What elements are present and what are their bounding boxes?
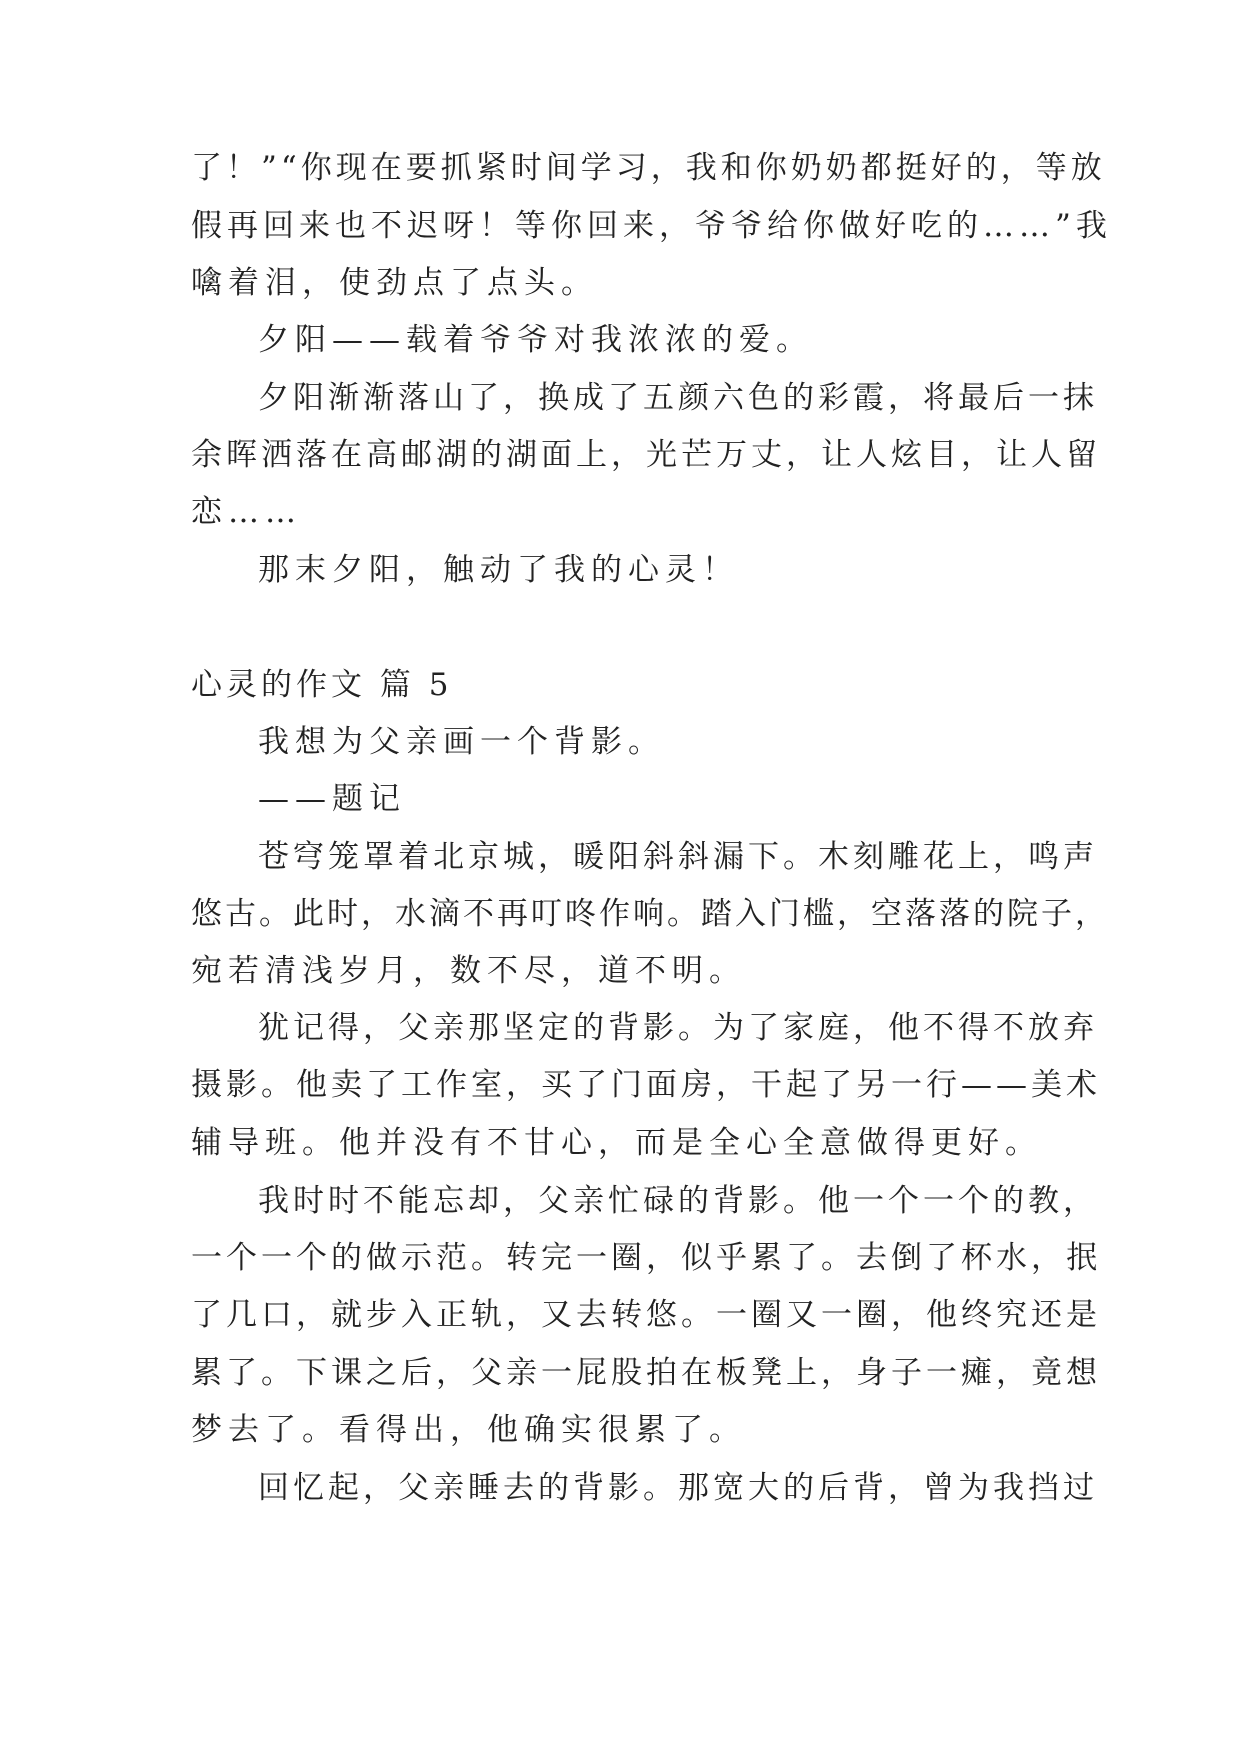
paragraph-start: 我想为父亲画一个背影。 — [258, 724, 665, 760]
epigraph-attribution: ——题记 — [258, 781, 406, 817]
paragraph-start: 那末夕阳，触动了我的心灵！ — [258, 552, 739, 588]
text-line: 了几口，就步入正轨，又去转悠。一圈又一圈，他终究还是 — [191, 1297, 1101, 1333]
text-line: 宛若清浅岁月，数不尽，道不明。 — [191, 953, 746, 989]
text-line: 累了。下课之后，父亲一屁股拍在板凳上，身子一瘫，竟想 — [191, 1355, 1101, 1391]
paragraph-start: 回忆起，父亲睡去的背影。那宽大的后背，曾为我挡过 — [258, 1470, 1098, 1506]
text-line: 恋…… — [191, 494, 302, 530]
essay-heading: 心灵的作文 篇 5 — [191, 667, 453, 703]
paragraph-start: 夕阳渐渐落山了，换成了五颜六色的彩霞，将最后一抹 — [258, 380, 1098, 416]
paragraph-start: 我时时不能忘却，父亲忙碌的背影。他一个一个的教， — [258, 1183, 1098, 1219]
text-line: 一个一个的做示范。转完一圈，似乎累了。去倒了杯水，抿 — [191, 1240, 1101, 1276]
text-line: 悠古。此时，水滴不再叮咚作响。踏入门槛，空落落的院子， — [191, 896, 1109, 932]
text-line: 噙着泪，使劲点了点头。 — [191, 265, 598, 301]
paragraph-start: 犹记得，父亲那坚定的背影。为了家庭，他不得不放弃 — [258, 1010, 1098, 1046]
text-line: 辅导班。他并没有不甘心，而是全心全意做得更好。 — [191, 1125, 1042, 1161]
text-line: 梦去了。看得出，他确实很累了。 — [191, 1412, 746, 1448]
text-line: 摄影。他卖了工作室，买了门面房，干起了另一行——美术 — [191, 1067, 1101, 1103]
text-line: 余晖洒落在高邮湖的湖面上，光芒万丈，让人炫目，让人留 — [191, 437, 1101, 473]
text-line: 了！”“你现在要抓紧时间学习，我和你奶奶都挺好的，等放 — [191, 150, 1106, 186]
text-line: 假再回来也不迟呀！等你回来，爷爷给你做好吃的……”我 — [191, 208, 1112, 244]
paragraph-start: 夕阳——载着爷爷对我浓浓的爱。 — [258, 322, 813, 358]
paragraph-start: 苍穹笼罩着北京城，暖阳斜斜漏下。木刻雕花上，鸣声 — [258, 839, 1098, 875]
